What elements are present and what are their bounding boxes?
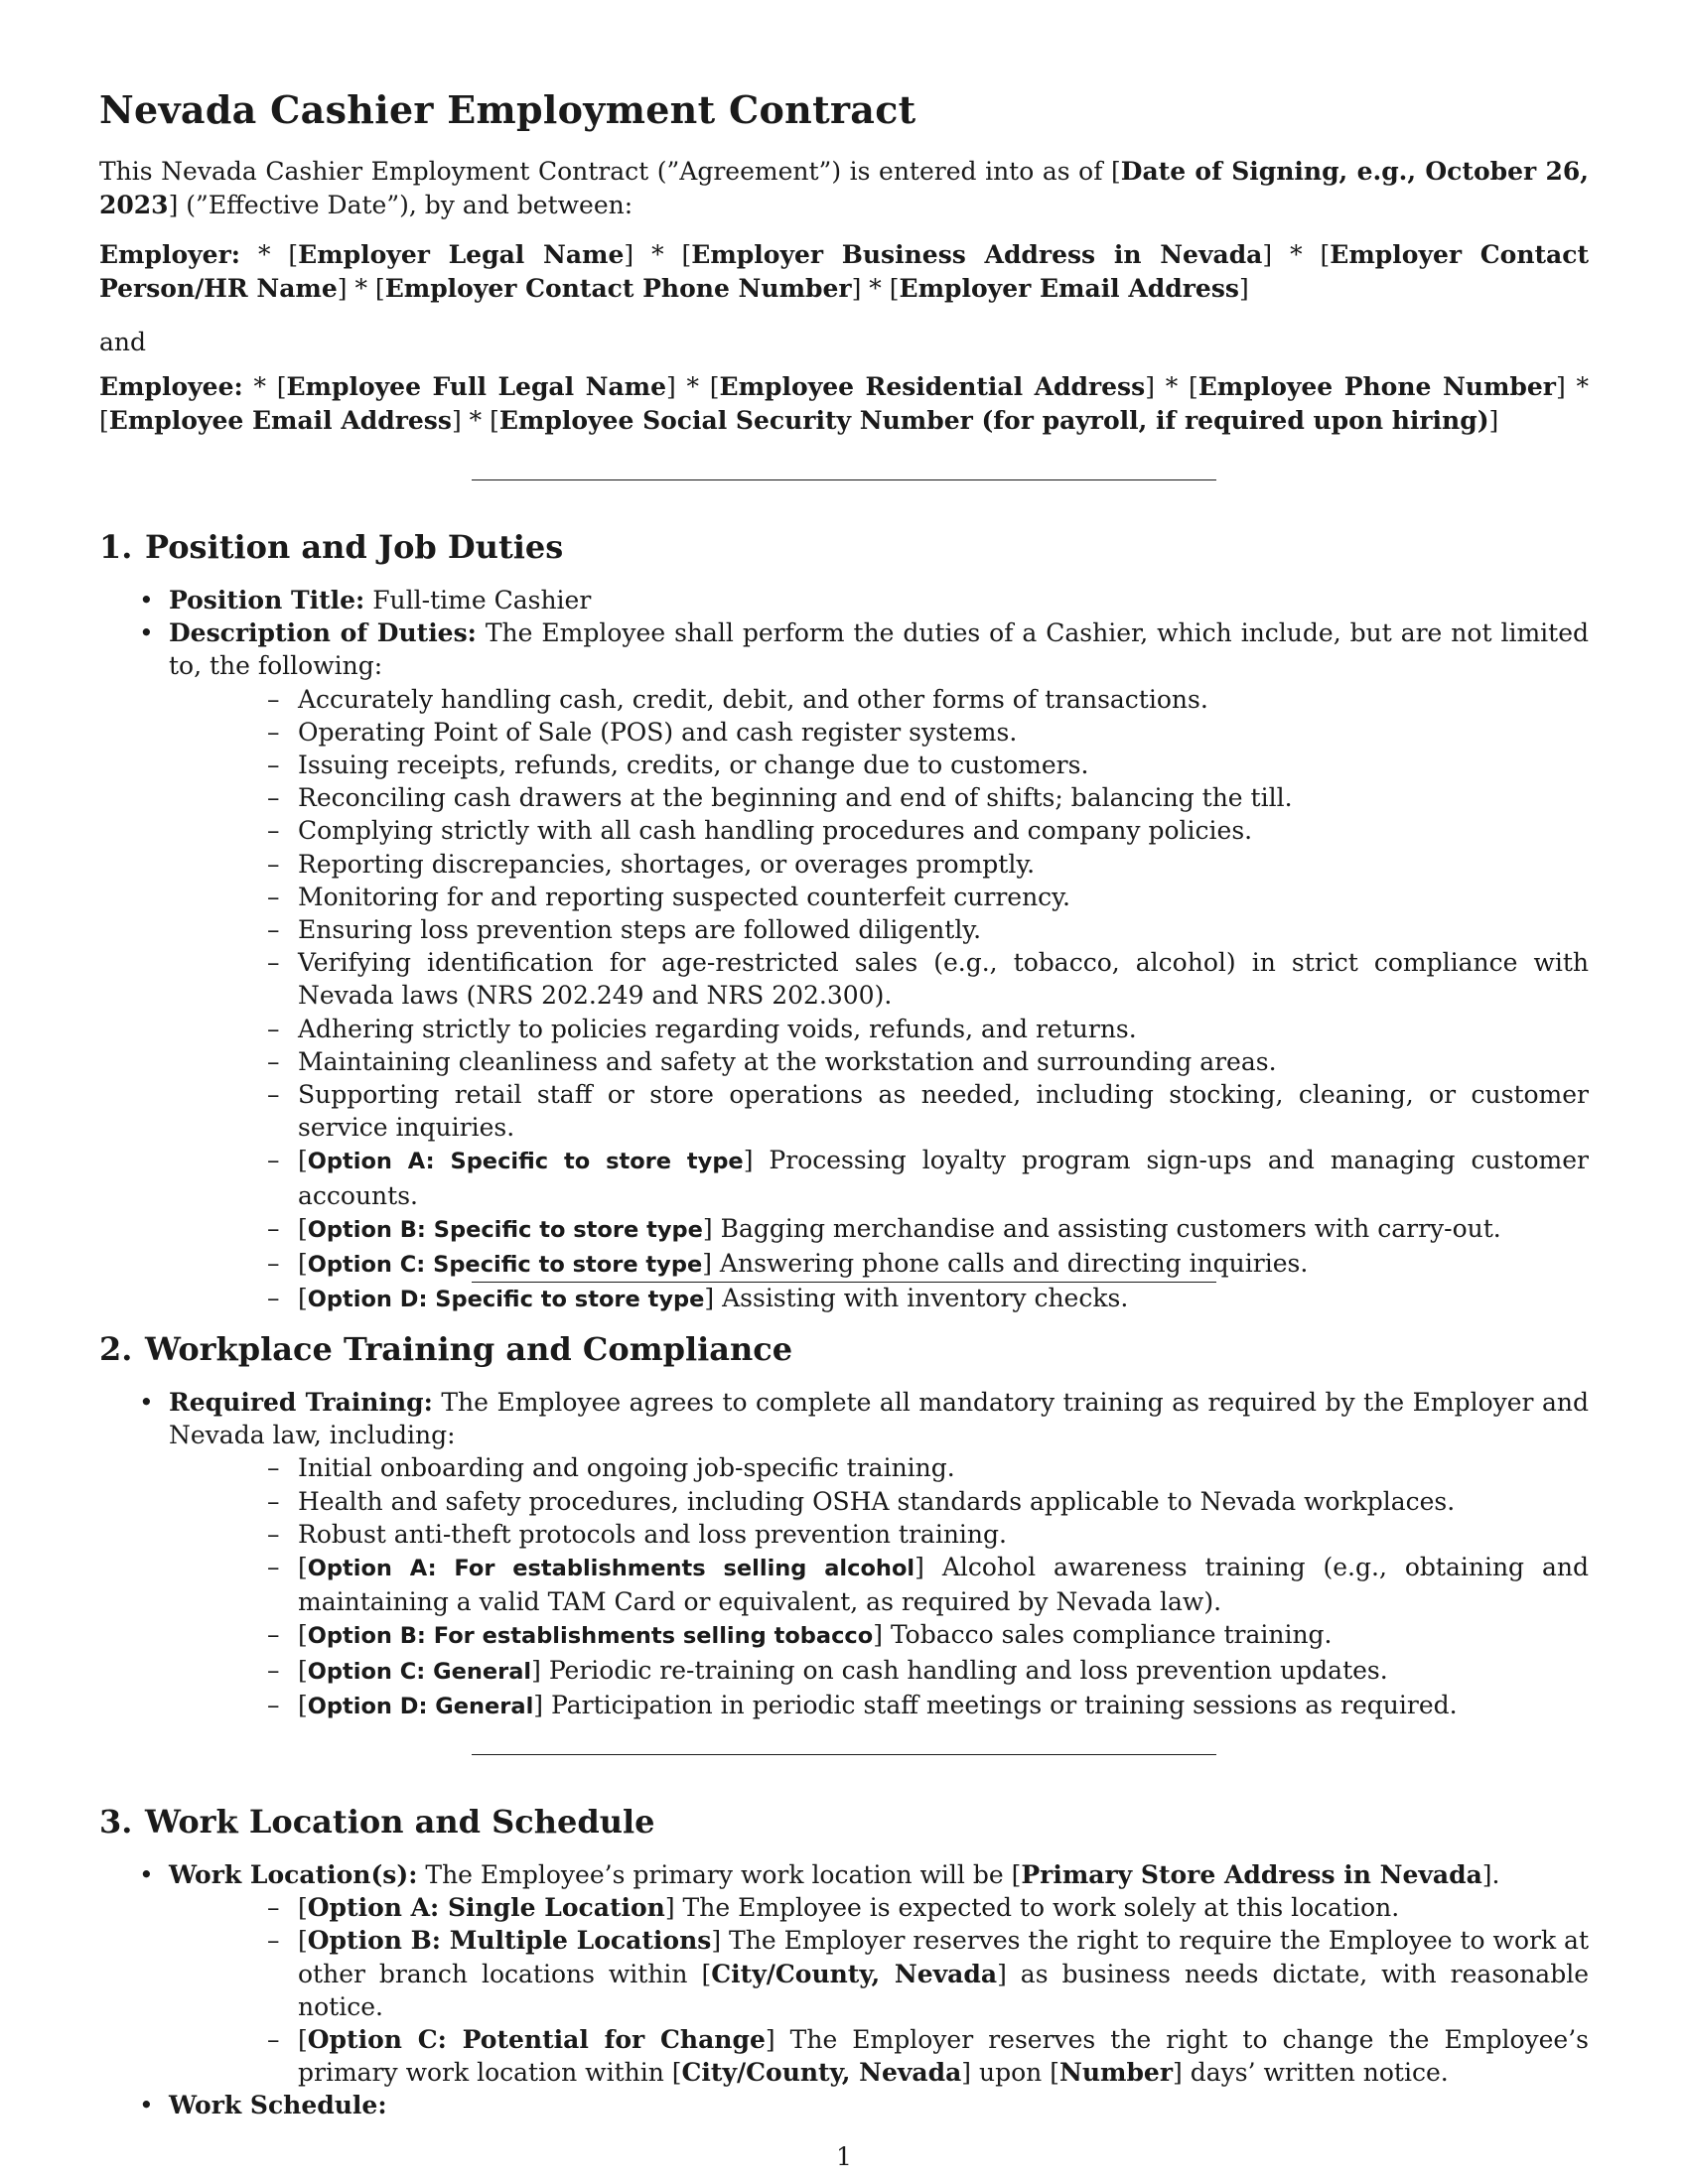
duty-item: – Reconciling cash drawers at the beginning and end of shifts; balancing the till. [169, 781, 1589, 814]
duties-list [169, 683, 1589, 1317]
employer-email-placeholder: Employer Email Address [899, 274, 1239, 303]
city-county-placeholder: City/County, Nevada [711, 1959, 998, 1988]
dash-icon: – [267, 1926, 280, 1956]
option-label: Option C: General [307, 1658, 532, 1685]
duty-item: – Maintaining cleanliness and safety at the workstation and surrounding areas. [169, 1045, 1589, 1078]
training-option-item: – [Option D: General] Participation in periodic staff meetings or training sessions as required. [169, 1689, 1589, 1723]
dash-icon: – [267, 1690, 280, 1719]
duty-item: – Supporting retail staff or store operations as needed, including stocking, cleaning, or customer service inquiries. [267, 1080, 1589, 1143]
duty-item: – Adhering strictly to policies regarding voids, refunds, and returns. [169, 1013, 1589, 1045]
required-training-text: The Employee agrees to complete all mandatory training as required by the Employer and Nevada law, including: [169, 1388, 1590, 1450]
option-label: Option B: Multiple Locations [307, 1926, 712, 1956]
option-label: Option C: Potential for Change [307, 2025, 766, 2055]
page-number: 1 [836, 2142, 852, 2171]
location-option-item: – [Option C: Potential for Change] The Employer reserves the right to change the Employee’s primary work location within [City/County, Nevada] upon [Number] days’ written notice. [267, 2025, 1589, 2088]
employer-paragraph: Employer: * [Employer Legal Name] * [Employer Business Address in Nevada] * [Employer Contact Person/HR Name] * [Employer Contact Phone Number] * [Employer Email Address] [99, 240, 1590, 303]
section-2-list [99, 1386, 1589, 1723]
required-training-label: Required Training: [169, 1388, 433, 1417]
duties-item [99, 616, 1589, 1316]
duties-intro: The Employee shall perform the duties of a Cashier, which include, but are not limited to, the following: [169, 618, 1590, 681]
work-schedule-item [99, 2089, 1589, 2121]
duty-item: – Monitoring for and reporting suspected counterfeit currency. [169, 881, 1589, 913]
employee-email-placeholder: Employee Email Address [108, 406, 452, 435]
option-label: Option A: Specific to store type [307, 1149, 744, 1175]
section-3-number: 3. [99, 1803, 133, 1841]
section-2-title: Workplace Training and Compliance [145, 1330, 793, 1368]
work-location-label: Work Location(s): [169, 1860, 418, 1889]
training-option-item: – [Option A: For establishments selling alcohol] Alcohol awareness training (e.g., obtaining and maintaining a valid TAM Card or equivalent, as required by Nevada law). [267, 1553, 1589, 1617]
section-divider [472, 1754, 1216, 1755]
duty-item: – Issuing receipts, refunds, credits, or change due to customers. [169, 749, 1589, 781]
dash-icon: – [267, 1655, 280, 1685]
dash-icon: – [267, 1519, 280, 1549]
duty-item: – Complying strictly with all cash handling procedures and company policies. [169, 814, 1589, 847]
dash-icon: – [267, 1620, 280, 1650]
city-county-placeholder: City/County, Nevada [681, 2058, 962, 2088]
section-1-title: Position and Job Duties [145, 528, 564, 566]
employee-paragraph: Employee: * [Employee Full Legal Name] * [Employee Residential Address] * [Employee Phone Number] * [Employee Email Address] * [Employee Social Security Number (for payroll, if required upon hiring)] [99, 372, 1589, 435]
training-item: – Initial onboarding and ongoing job-specific training. [169, 1451, 1589, 1484]
bullet-icon: • [139, 618, 154, 648]
employer-phone-placeholder: Employer Contact Phone Number [384, 274, 852, 303]
training-option-item: – [Option B: For establishments selling tobacco] Tobacco sales compliance training. [169, 1618, 1589, 1653]
dash-icon: – [267, 1213, 280, 1243]
dash-icon: – [267, 684, 280, 714]
duty-option-item: – [Option B: Specific to store type] Bagging merchandise and assisting customers with carry-out. [169, 1212, 1589, 1247]
training-list [169, 1451, 1589, 1723]
bullet-icon: • [139, 2091, 154, 2120]
training-item: – Health and safety procedures, including OSHA standards applicable to Nevada workplaces. [169, 1485, 1589, 1518]
option-label: Option A: For establishments selling alcohol [307, 1556, 915, 1582]
duty-option-item: – [Option C: Specific to store type] Answering phone calls and directing inquiries. [169, 1247, 1589, 1282]
dash-icon: – [267, 717, 280, 747]
training-item: – Robust anti-theft protocols and loss prevention training. [169, 1518, 1589, 1551]
duty-option-item: – [Option D: Specific to store type] Assisting with inventory checks. [169, 1282, 1589, 1316]
intro-paragraph: This Nevada Cashier Employment Contract (”Agreement”) is entered into as of [Date of Signing, e.g., October 26, 2023] (”Effective Date”), by and between: [99, 157, 1589, 219]
section-3-heading [99, 1803, 654, 1841]
location-options-list [169, 1891, 1589, 2089]
dash-icon: – [267, 751, 280, 780]
dash-icon: – [267, 1080, 280, 1110]
dash-icon: – [267, 1553, 280, 1582]
bullet-icon: • [139, 1860, 154, 1889]
duties-label: Description of Duties: [169, 618, 477, 648]
section-3-list [99, 1858, 1589, 2122]
section-divider [472, 1282, 1216, 1283]
required-training-item [99, 1386, 1589, 1723]
store-address-placeholder: Primary Store Address in Nevada [1021, 1860, 1482, 1889]
effective-date-placeholder: Date of Signing, e.g., October 26, 2023 [99, 157, 1589, 219]
dash-icon: – [267, 2025, 280, 2055]
dash-icon: – [267, 1146, 280, 1175]
employee-phone-placeholder: Employee Phone Number [1197, 372, 1556, 401]
duty-item: – Accurately handling cash, credit, debit, and other forms of transactions. [169, 683, 1589, 716]
dash-icon: – [267, 1014, 280, 1043]
section-divider [472, 479, 1216, 480]
dash-icon: – [267, 1284, 280, 1313]
employer-address-placeholder: Employer Business Address in Nevada [691, 240, 1263, 269]
dash-icon: – [267, 816, 280, 846]
option-label: Option D: General [307, 1693, 534, 1719]
section-3-title: Work Location and Schedule [145, 1803, 655, 1841]
employee-address-placeholder: Employee Residential Address [719, 372, 1146, 401]
employee-name-placeholder: Employee Full Legal Name [286, 372, 667, 401]
employee-label: Employee: [99, 372, 243, 401]
dash-icon: – [267, 1249, 280, 1279]
work-location-item: • Work Location(s): The Employee’s primary work location will be [Primary Store Address in Nevada]. – [Option A: Single Location] The Employee is expected to work solely at this location. – [Option B: Multiple Locations] The Employer reserves the right to require the Employee to work at other branch locations within [City/County, Nevada] as business needs dictate, with reasonable notice. – [Option C: Potential for Change] The Employer reserves the right to change the Employee’s primary work location within [City/County, Nevada] upon [Number] days’ written notice. [99, 1858, 1589, 2089]
and-text: and [99, 328, 147, 356]
option-label: Option B: For establishments selling tobacco [307, 1623, 874, 1650]
section-1-number: 1. [99, 528, 133, 566]
training-option-item: – [Option C: General] Periodic re-training on cash handling and loss prevention updates. [169, 1654, 1589, 1689]
number-placeholder: Number [1058, 2058, 1174, 2088]
duty-item: – Verifying identification for age-restricted sales (e.g., tobacco, alcohol) in strict compliance with Nevada laws (NRS 202.249 and NRS 202.300). [267, 948, 1589, 1011]
document-title: Nevada Cashier Employment Contract [99, 87, 916, 132]
option-label: Option C: Specific to store type [307, 1252, 703, 1279]
employer-label: Employer: [99, 240, 240, 269]
option-label: Option A: Single Location [307, 1893, 665, 1923]
duty-item: – Operating Point of Sale (POS) and cash register systems. [169, 716, 1589, 749]
section-1-heading [99, 528, 563, 566]
dash-icon: – [267, 849, 280, 879]
employer-contact-placeholder: Employer Contact Person/HR Name [99, 240, 1590, 303]
option-label: Option B: Specific to store type [307, 1216, 703, 1243]
dash-icon: – [267, 1046, 280, 1076]
employee-ssn-placeholder: Employee Social Security Number (for payroll, if required upon hiring) [498, 406, 1489, 435]
duty-option-item: – [Option A: Specific to store type] Processing loyalty program sign-ups and managing customer accounts. [267, 1146, 1589, 1210]
position-title-value: Full-time Cashier [364, 586, 592, 614]
section-2-number: 2. [99, 1330, 133, 1368]
work-schedule-label: Work Schedule: [169, 2091, 387, 2120]
position-title-label: Position Title: [169, 586, 365, 614]
dash-icon: – [267, 948, 280, 978]
bullet-icon: • [139, 586, 154, 614]
dash-icon: – [267, 915, 280, 945]
location-option-item: – [Option B: Multiple Locations] The Employer reserves the right to require the Employee to work at other branch locations within [City/County, Nevada] as business needs dictate, with reasonable notice. [267, 1926, 1590, 2021]
bullet-icon: • [139, 1388, 154, 1417]
option-label: Option D: Specific to store type [307, 1287, 705, 1313]
dash-icon: – [267, 1893, 280, 1923]
dash-icon: – [267, 1486, 280, 1516]
position-title-item [99, 584, 1589, 616]
location-option-item: – [Option A: Single Location] The Employee is expected to work solely at this location. [169, 1891, 1589, 1924]
duty-item: – Reporting discrepancies, shortages, or overages promptly. [169, 848, 1589, 881]
dash-icon: – [267, 882, 280, 911]
section-2-heading [99, 1330, 792, 1368]
dash-icon: – [267, 783, 280, 813]
duty-item: – Ensuring loss prevention steps are followed diligently. [169, 913, 1589, 946]
section-1-list [99, 584, 1589, 1316]
employer-name-placeholder: Employer Legal Name [298, 240, 625, 269]
dash-icon: – [267, 1453, 280, 1483]
